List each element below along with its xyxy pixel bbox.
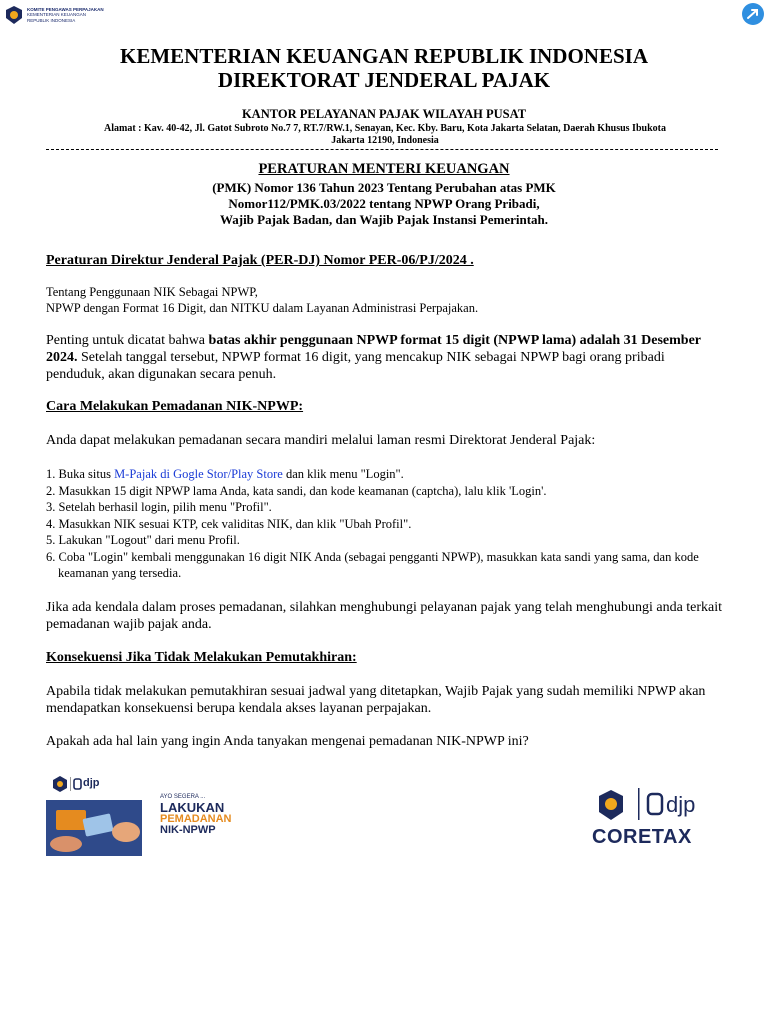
mpajak-link[interactable]: M-Pajak di Gogle Stor/Play Store xyxy=(114,467,283,481)
step-4: 4. Masukkan NIK sesuai KTP, cek validitas NIK, dan klik "Ubah Profil". xyxy=(46,516,412,531)
share-arrow-icon xyxy=(742,3,764,25)
directorate-title: DIREKTORAT JENDERAL PAJAK xyxy=(217,68,551,92)
promo-banner xyxy=(46,772,280,856)
subject-line2: NPWP dengan Format 16 Digit, dan NITKU dalam Layanan Administrasi Perpajakan. xyxy=(46,301,479,315)
coretax-logo xyxy=(592,786,720,852)
important-deadline: batas akhir penggunaan NPWP format 15 digit (NPWP lama) adalah 31 Desember 2024. xyxy=(46,333,701,365)
promo-line3: NIK-NPWP xyxy=(160,824,216,836)
regulation-line3: Wajib Pajak Badan, dan Wajib Pajak Instansi Pemerintah. xyxy=(219,212,549,227)
regulation-line1: (PMK) Nomor 136 Tahun 2023 Tentang Perubahan atas PMK xyxy=(212,180,556,195)
top-logo-line3: REPUBLIK INDONESIA xyxy=(27,17,76,23)
question-paragraph: Apakah ada hal lain yang ingin Anda tanyakan mengenai pemadanan NIK-NPWP ini? xyxy=(46,734,529,749)
step1-prefix: 1. Buka situs xyxy=(46,467,115,481)
howto-heading: Cara Melakukan Pemadanan NIK-NPWP: xyxy=(46,399,304,414)
ministry-title: KEMENTERIAN KEUANGAN REPUBLIK INDONESIA xyxy=(120,44,648,68)
address-line1: Alamat : Kav. 40-42, Jl. Gatot Subroto No.7 7, RT.7/RW.1, Senayan, Kec. Kby. Baru, Kota Jakarta Selatan, Daerah Khusus Ibukota xyxy=(104,123,666,134)
coretax-name: CORETAX xyxy=(592,826,692,848)
promo-line1: LAKUKAN xyxy=(160,800,225,815)
address-line2: Jakarta 12190, Indonesia xyxy=(331,135,439,146)
kemenkeu-emblem-icon xyxy=(4,5,24,25)
step-5: 5. Lakukan "Logout" dari menu Profil. xyxy=(46,533,240,547)
promo-tagline: AYO SEGERA ... xyxy=(160,794,206,800)
regulation-line2: Nomor112/PMK.03/2022 tentang NPWP Orang Pribadi, xyxy=(228,196,540,211)
subject-line1: Tentang Penggunaan NIK Sebagai NPWP, xyxy=(46,285,258,299)
howto-intro: Anda dapat melakukan pemadanan secara mandiri melalui laman resmi Direktorat Jenderal Pajak: xyxy=(46,433,596,448)
step1-suffix: dan klik menu "Login". xyxy=(282,467,404,481)
coretax-brand: djp xyxy=(666,792,696,817)
office-address xyxy=(50,123,720,147)
important-prefix: Penting untuk dicatat bahwa xyxy=(46,333,209,348)
regulation-title: PERATURAN MENTERI KEUANGAN xyxy=(258,161,510,177)
subject-text xyxy=(46,284,726,316)
office-title: KANTOR PELAYANAN PAJAK WILAYAH PUSAT xyxy=(241,107,527,121)
consequence-paragraph: Apabila tidak melakukan pemutakhiran sesuai jadwal yang ditetapkan, Wajib Pajak yang sudah memiliki NPWP akan mendapatkan konsekuensi berupa kendala akses layanan perpajakan. xyxy=(46,684,706,716)
header-divider xyxy=(46,149,718,150)
step-2: 2. Masukkan 15 digit NPWP lama Anda, kata sandi, dan kode keamanan (captcha), lalu klik 'Login'. xyxy=(46,483,547,498)
top-logo-text xyxy=(27,7,104,24)
promo-line2: PEMADANAN xyxy=(160,813,232,825)
perdj-heading: Peraturan Direktur Jenderal Pajak (PER-DJ) Nomor PER-06/PJ/2024 . xyxy=(46,253,474,268)
important-suffix: Setelah tanggal tersebut, NPWP format 16 digit, yang mencakup NIK sebagai NPWP bagi orang pribadi penduduk, akan digunakan secara penuh. xyxy=(46,350,665,382)
step-3: 3. Setelah berhasil login, pilih menu "Profil". xyxy=(46,500,272,514)
step-6: 6. Coba "Login" kembali menggunakan 16 digit NIK Anda (sebagai pengganti NPWP), masukkan kata sandi yang sama, dan kode keamanan yang tersedia. xyxy=(46,549,699,580)
contact-paragraph: Jika ada kendala dalam proses pemadanan, silahkan menghubungi pelayanan pajak yang telah menghubungi anda terkait pemadanan wajib pajak anda. xyxy=(46,600,723,632)
share-icon[interactable] xyxy=(742,3,764,25)
step-1 xyxy=(46,466,716,483)
promo-brand: djp xyxy=(83,777,100,789)
top-logo-line2: KEMENTERIAN KEUANGAN xyxy=(27,12,87,18)
important-paragraph xyxy=(46,332,726,383)
steps-list xyxy=(46,466,716,582)
consequence-heading: Konsekuensi Jika Tidak Melakukan Pemutakhiran: xyxy=(46,650,357,665)
top-logo-line1: KOMITE PENGAWAS PERPAJAKAN xyxy=(27,6,104,12)
top-logo xyxy=(4,4,116,26)
